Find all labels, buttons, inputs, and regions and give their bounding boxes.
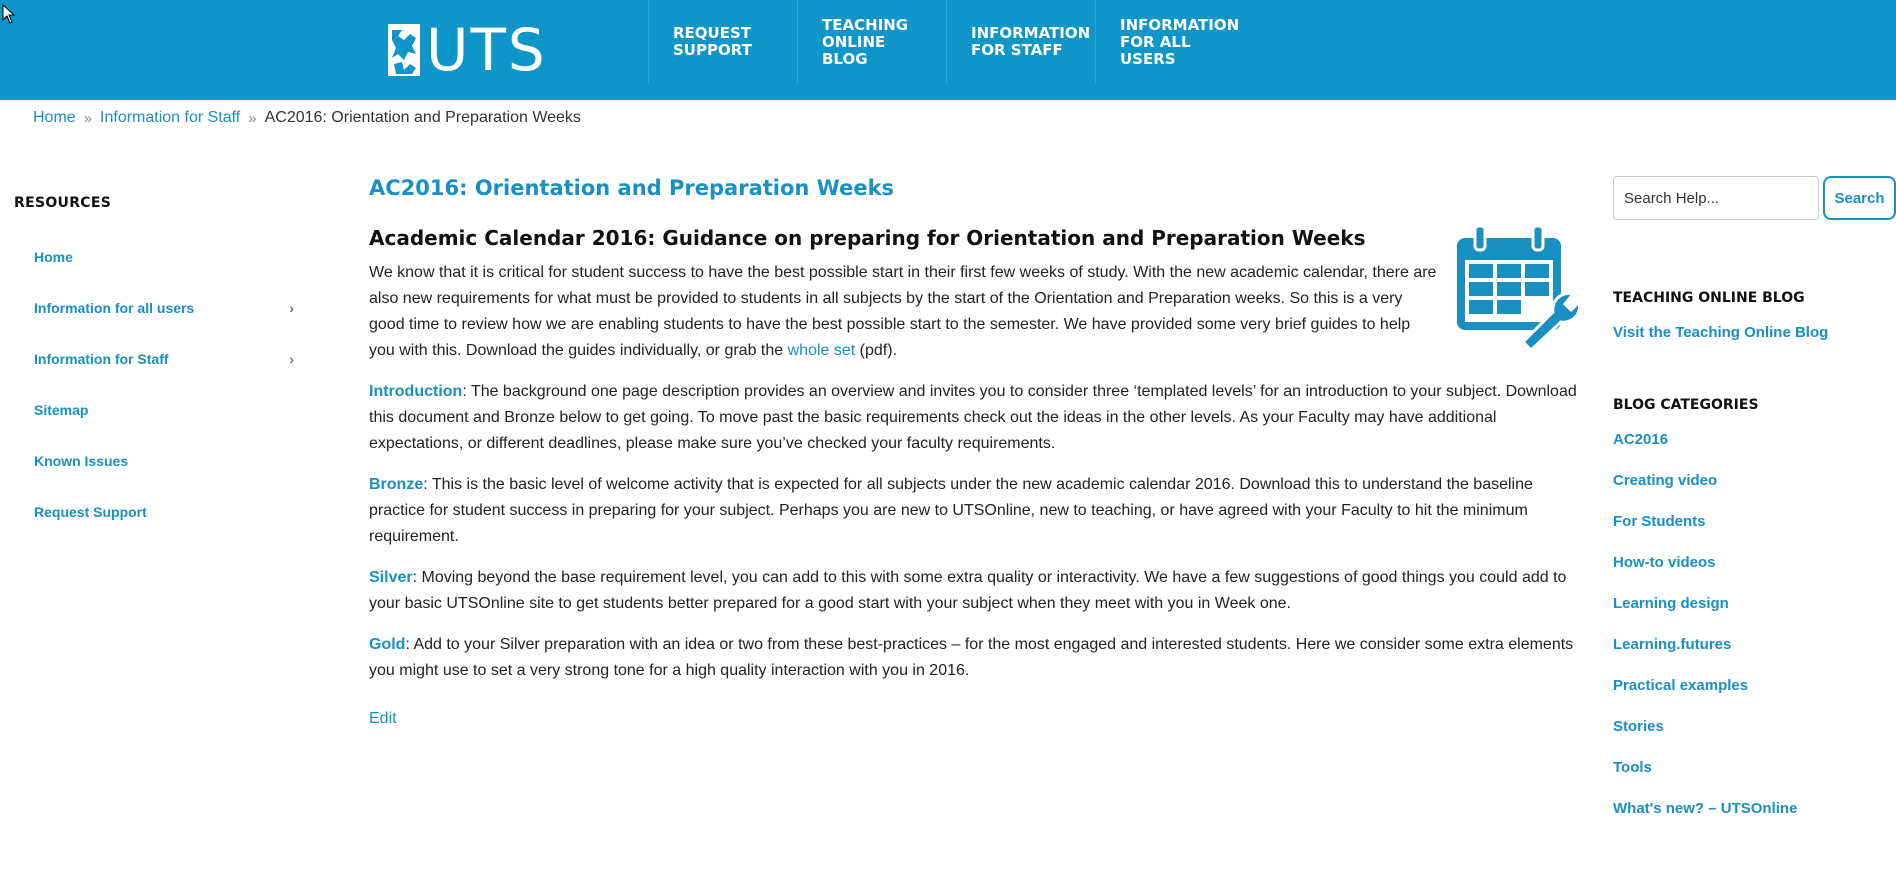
intro-suffix: (pdf).	[859, 342, 898, 359]
silver-paragraph	[369, 565, 1579, 617]
breadcrumb-separator-icon: »	[83, 109, 93, 127]
resources-sidebar	[14, 195, 304, 537]
search-form	[1613, 176, 1896, 220]
sidebar-item-home[interactable]	[14, 231, 304, 282]
sidebar-item-label: Home	[34, 248, 73, 265]
nav-label: FOR ALL	[1120, 32, 1191, 51]
bronze-link[interactable]: Bronze	[369, 476, 424, 493]
calendar-wrench-icon	[1453, 224, 1579, 348]
sidebar-item-label: Information for Staff	[34, 350, 169, 367]
section-subtitle: Academic Calendar 2016: Guidance on preparing for Orientation and Preparation Weeks	[369, 226, 1366, 250]
nav-label: SUPPORT	[673, 41, 752, 59]
nav-request-support[interactable]	[648, 0, 797, 84]
edit-link[interactable]: Edit	[369, 710, 397, 727]
category-link[interactable]: Creating video	[1613, 472, 1718, 489]
gold-paragraph	[369, 632, 1579, 684]
nav-label: INFORMATION	[1120, 15, 1240, 34]
mouse-cursor-icon	[2, 4, 16, 24]
breadcrumb-current: AC2016: Orientation and Preparation Weeks	[264, 109, 581, 126]
category-link[interactable]: Stories	[1613, 718, 1664, 735]
category-link[interactable]: Tools	[1613, 759, 1652, 776]
category-link[interactable]: Learning design	[1613, 595, 1729, 612]
main-nav	[648, 0, 1244, 100]
logo-text: UTS	[426, 16, 547, 84]
search-button[interactable]: Search	[1823, 176, 1896, 220]
bronze-text: : This is the basic level of welcome activity that is expected for all subjects under the new academic calendar 2016. Download this to understand the baseline practice for student success in preparing for your subject. Perhaps you are new to UTSOnline, new to teaching, or have agreed with your Faculty to hit the minimum requirement.	[369, 476, 1533, 545]
nav-teaching-online-blog[interactable]	[797, 0, 946, 84]
search-input[interactable]	[1613, 176, 1819, 220]
category-link[interactable]: Learning.futures	[1613, 636, 1732, 653]
sidebar-item-label: Information for all users	[34, 299, 195, 316]
sidebar-heading: RESOURCES	[14, 195, 112, 211]
nav-information-for-staff[interactable]	[946, 0, 1095, 84]
silver-link[interactable]: Silver	[369, 569, 413, 586]
sidebar-item-request-support[interactable]	[14, 486, 304, 537]
nav-label: TEACHING	[822, 15, 909, 34]
sidebar-item-sitemap[interactable]	[14, 384, 304, 435]
breadcrumb	[33, 109, 581, 127]
breadcrumb-home[interactable]: Home	[33, 109, 76, 126]
site-header	[0, 0, 1896, 100]
category-link[interactable]: Practical examples	[1613, 677, 1749, 694]
sidebar-item-known-issues[interactable]	[14, 435, 304, 486]
visit-blog-link[interactable]: Visit the Teaching Online Blog	[1613, 324, 1829, 341]
breadcrumb-separator-icon: »	[248, 109, 257, 127]
sidebar-item-label: Sitemap	[34, 401, 89, 418]
gold-link[interactable]: Gold	[369, 636, 406, 653]
nav-label: REQUEST	[673, 24, 752, 42]
uts-logo[interactable]	[388, 16, 547, 84]
whole-set-link[interactable]: whole set	[787, 342, 856, 359]
main-content	[369, 176, 1579, 728]
category-link[interactable]: AC2016	[1613, 431, 1669, 448]
silver-text: : Moving beyond the base requirement level, you can add to this with some extra quality or interactivity. We have a few suggestions of good things you could add to your basic UTSOnline site to get students better prepared for a good start with your subject when they meet with you in Week one.	[369, 569, 1567, 612]
right-sidebar	[1613, 176, 1896, 841]
chevron-right-icon: ›	[289, 299, 294, 316]
sidebar-item-label: Known Issues	[34, 452, 129, 469]
nav-information-for-all-users[interactable]	[1095, 0, 1244, 84]
introduction-paragraph	[369, 379, 1579, 457]
nav-label: FOR STAFF	[971, 41, 1063, 59]
introduction-text: : The background one page description provides an overview and invites you to consider three ‘templated levels’ for an introduction to your subject. Download this document and Bronze below to get going. To move past the basic requirements check out the ideas in the other levels. As your Faculty may have additional expectations, or different deadlines, please make sure you’ve checked your faculty requirements.	[369, 383, 1577, 452]
intro-text: We know that it is critical for student success to have the best possible start in their first few weeks of study. With the new academic calendar, there are also new requirements for what must be provided to students in all subjects by the start of the Orientation and Preparation weeks. So this is a very good time to review how we are enabling students to have the best possible start to the semester. We have provided some very brief guides to help you with this. Download the guides individually, or grab the	[369, 264, 1437, 359]
breadcrumb-information-for-staff[interactable]: Information for Staff	[100, 109, 241, 126]
page-title: AC2016: Orientation and Preparation Weeks	[369, 176, 895, 200]
sidebar-item-information-for-staff[interactable]	[14, 333, 304, 384]
uts-logo-mark-icon	[388, 24, 420, 76]
nav-label: ONLINE BLOG	[822, 32, 886, 68]
categories-heading: BLOG CATEGORIES	[1613, 397, 1759, 413]
category-link[interactable]: For Students	[1613, 513, 1706, 530]
category-link[interactable]: How-to videos	[1613, 554, 1716, 571]
gold-text: : Add to your Silver preparation with an idea or two from these best-practices – for the most engaged and interested students. Here we consider some extra elements you might use to set a very strong tone for a high quality interaction with you in 2016.	[369, 636, 1574, 679]
category-link[interactable]: What's new? – UTSOnline	[1613, 800, 1798, 817]
sidebar-item-information-for-all-users[interactable]	[14, 282, 304, 333]
sidebar-item-label: Request Support	[34, 503, 147, 520]
bronze-paragraph	[369, 472, 1579, 550]
introduction-link[interactable]: Introduction	[369, 383, 463, 400]
chevron-right-icon: ›	[289, 350, 294, 367]
nav-label: INFORMATION	[971, 24, 1091, 42]
blog-heading: TEACHING ONLINE BLOG	[1613, 290, 1805, 306]
intro-paragraph	[369, 260, 1579, 364]
nav-label: USERS	[1120, 49, 1176, 68]
